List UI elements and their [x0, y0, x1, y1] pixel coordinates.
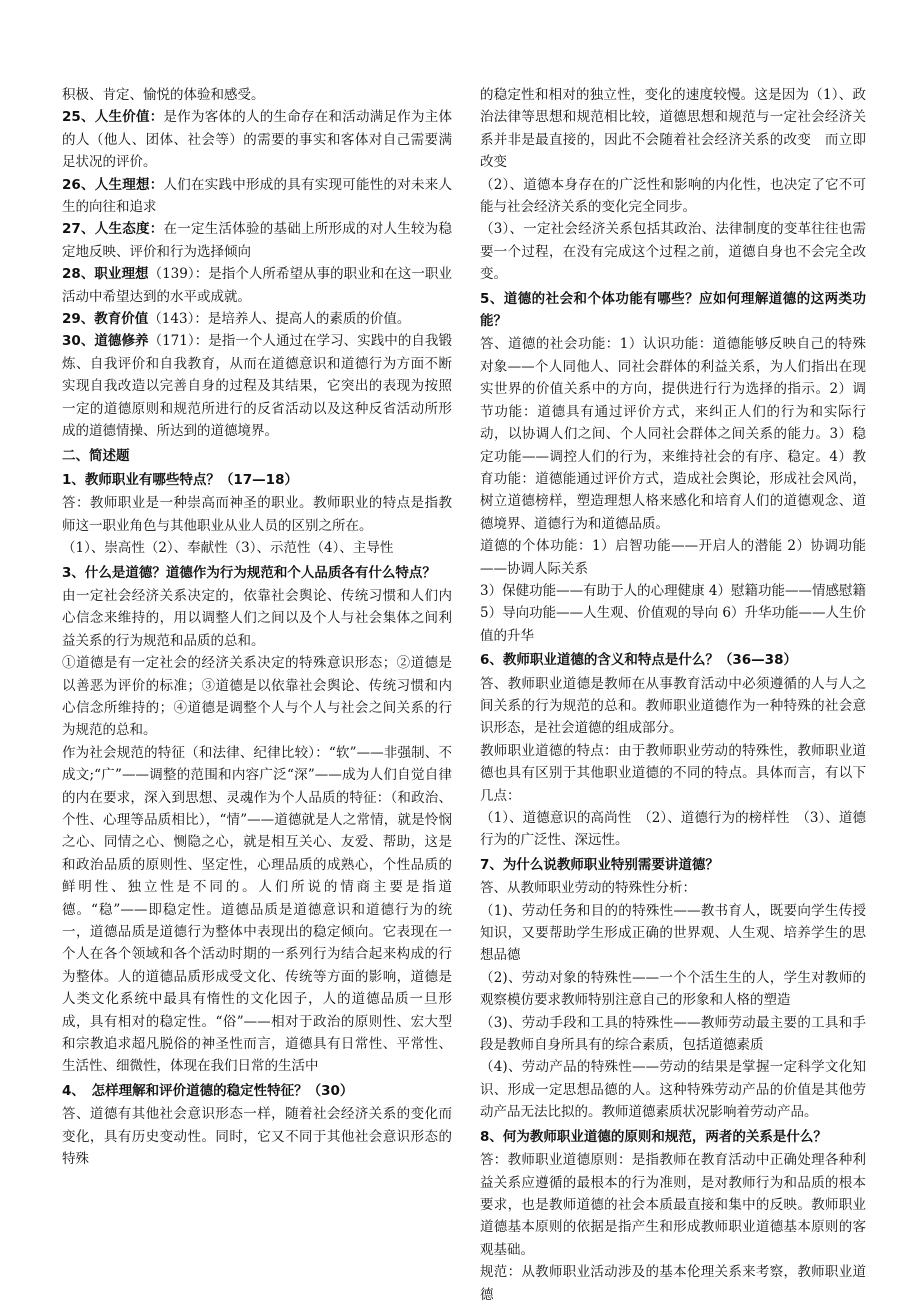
answer-paragraph: 的稳定性和相对的独立性，变化的速度较慢。这是因为（1）、政治法律等思想和规范相比较，道德思想和规范与一定社会经济关系并非是最直接的，因此不会随着社会经济关系的改变 而立即改变 — [480, 87, 866, 171]
answer-paragraph: 作为社会规范的特征（和法律、纪律比较）：“软”——非强制、不成文;“广”——调整的范围和内容广泛“深”——成为人们自觉自律的内在要求，深入到思想、灵魂作为个人品质的特征：（和政治、个性、心理等品质相比），“情”——道德就是人之常情，就是怜悯之心、同情之心、恻隐之心，就是相互关心、友爱、帮助，这是和政治品质的原则性、坚定性，心理品质的成熟心，个性品质的鲜明性、独立性是不同的。人们所说的情商主要是指道德。“稳”——即稳定性。道德品质是道德意识和道德行为的统一，道德品质是道德行为整体中表现出的稳定倾向。它表现在一个人在各个领域和各个活动时期的一系列行为结合起来构成的行为整体。人的道德品质形成受文化、传统等方面的影响，道德是人类文化系统中最具有惰性的文化因子，人的道德品质一旦形成，具有相对的稳定性。“俗”——相对于政治的原则性、宏大型和宗教追求超凡脱俗的神圣性而言，道德具有日常性、平常性、生活性、细微性，体现在我们日常的生活中 — [62, 744, 452, 1075]
definition-text: 是作为客体的人的生命存在和活动满足作为主体的人（他人、团体、社会等）的需要的事实和客体对自己需要满足状况的评价。 — [62, 109, 452, 171]
answer-paragraph: （1）、道德意识的高尚性 （2）、道德行为的榜样性 （3）、道德行为的广泛性、深远性。 — [480, 810, 866, 849]
answer-paragraph: 规范：从教师职业活动涉及的基本伦理关系来考察，教师职业道德 — [480, 1264, 866, 1303]
question-4: 4、 怎样理解和评价道德的稳定性特征？（30） — [62, 1082, 354, 1099]
question-8: 8、何为教师职业道德的原则和规范，两者的关系是什么？ — [480, 1128, 827, 1145]
answer-paragraph: （2)、劳动对象的特殊性——一个个活生生的人，学生对教师的观察模仿要求教师特别注意自己的形象和人格的塑造 — [480, 969, 866, 1009]
paragraph: 积极、肯定、愉悦的体验和感受。 — [62, 87, 265, 103]
question-3: 3、什么是道德？道德作为行为规范和个人品质各有什么特点？ — [62, 564, 436, 581]
definition-28 — [62, 263, 452, 308]
section-title: 二、简述题 — [62, 447, 130, 464]
definition-30 — [62, 330, 452, 442]
answer-paragraph: 答、道德的社会功能：1）认识功能：道德能够反映自己的特殊对象——个人同他人、同社会群体的利益关系，为人们指出在现实世界的价值关系中的方向，提供进行行为选择的指示。2）调节功能：道德具有通过评价方式，来纠正人们的行为和实际行动，以协调人们之间、个人同社会群体之间关系的能力。3）稳定功能——调控人们的行为，来维持社会的有序、稳定。4）教育功能：道德能通过评价方式，造成社会舆论，形成社会风尚，树立道德榜样，塑造理想人格来感化和培育人们的道德观念、道德境界、道德行为和道德品质。 — [480, 336, 866, 532]
answer-paragraph: 3）保健功能——有助于人的心理健康 4）慰籍功能——情感慰籍 5）导向功能——人生观、价值观的导向 6）升华功能——人生价值的升华 — [480, 582, 866, 644]
definition-25 — [62, 106, 452, 173]
answer-paragraph: （1）、崇高性（2）、奉献性（3）、示范性（4）、主导性 — [62, 540, 394, 557]
question-5: 5、道德的社会和个体功能有哪些？应如何理解道德的这两类功能？ — [480, 290, 866, 330]
term: 26、人生理想： — [62, 176, 164, 193]
answer-paragraph: 教师职业道德的特点：由于教师职业劳动的特殊性，教师职业道德也具有区别于其他职业道德的不同的特点。具体而言，有以下几点： — [480, 742, 866, 804]
definition-26 — [62, 174, 452, 219]
definition-27 — [62, 218, 452, 263]
answer-paragraph: 答、教师职业道德是教师在从事教育活动中必须遵循的人与人之间关系的行为规范的总和。教师职业道德作为一种特殊的社会意识形态，是社会道德的组成部分。 — [480, 675, 866, 737]
answer-paragraph: （3）、一定社会经济关系包括其政治、法律制度的变革往往也需要一个过程，在没有完成这个过程之前，道德自身也不会完全改变。 — [480, 221, 866, 283]
answer-paragraph: （3)、劳动手段和工具的特殊性——教师劳动最主要的工具和手段是教师自身所具有的综合素质，包括道德素质 — [480, 1014, 866, 1054]
answer-paragraph: （1)、劳动任务和目的的特殊性——教书育人，既要向学生传授知识，又要帮助学生形成正确的世界观、人生观、培养学生的思想品德 — [480, 902, 866, 964]
answer-paragraph: 答、从教师职业劳动的特殊性分析： — [480, 880, 696, 897]
answer-paragraph: 道德的个体功能：1）启智功能——开启人的潜能 2）协调功能——协调人际关系 — [480, 538, 866, 577]
answer-paragraph: ①道德是有一定社会的经济关系决定的特殊意识形态；②道德是以善恶为评价的标准；③道德是以依靠社会舆论、传统习惯和内心信念所维持的；④道德是调整个人与个人与社会之间关系的行为规范的总和。 — [62, 655, 452, 739]
term: 25、人生价值： — [62, 109, 164, 126]
definition-text: 人们在实践中形成的具有实现可能性的对未来人生的向往和追求 — [62, 176, 452, 216]
term: 30、道德修养 — [62, 333, 149, 350]
answer-paragraph: 答：教师职业是一种崇高而神圣的职业。教师职业的特点是指教师这一职业角色与其他职业从业人员的区别之所在。 — [62, 495, 452, 534]
left-column — [62, 84, 452, 1171]
question-6: 6、教师职业道德的含义和特点是什么？（36—38） — [480, 652, 797, 669]
answer-paragraph: （4)、劳动产品的特殊性——劳动的结果是掌握一定科学文化知识、形成一定思想品德的人。这种特殊劳动产品的价值是其他劳动产品无法比拟的。教师道德素质状况影响着劳动产品。 — [480, 1059, 866, 1121]
right-column — [480, 84, 866, 1306]
definition-text: （171）：是指一个人通过在学习、实践中的自我锻炼、自我评价和自我教育，从而在道德意识和道德行为方面不断实现自我改造以完善自身的过程及其结果，它突出的表现为按照一定的道德原则和规范所进行的反省活动以及这种反省活动所形成的道德情操、所达到的道德境界。 — [62, 333, 452, 440]
definition-text: （139）：是指个人所希望从事的职业和在这一职业活动中希望达到的水平或成就。 — [62, 266, 452, 305]
term: 28、职业理想 — [62, 266, 149, 283]
answer-paragraph: 答：教师职业道德原则：是指教师在教育活动中正确处理各种利益关系应遵循的最根本的行为准则，是对教师行为和品质的根本要求，也是教师道德的社会本质最直接和集中的反映。教师职业道德基本原则的依据是指产生和形成教师职业道德基本原则的客观基础。 — [480, 1152, 866, 1258]
answer-paragraph: 由一定社会经济关系决定的，依靠社会舆论、传统习惯和人们内心信念来维持的，用以调整人们之间以及个人与社会集体之间利益关系的行为规范和品质的总和。 — [62, 587, 452, 649]
definition-text: 在一定生活体验的基础上所形成的对人生较为稳定地反映、评价和行为选择倾向 — [62, 221, 452, 260]
definition-29 — [62, 308, 452, 330]
definition-text: （143）：是培养人、提高人的素质的价值。 — [148, 311, 411, 328]
answer-paragraph: 答、道德有其他社会意识形态一样，随着社会经济关系的变化而变化，具有历史变动性。同时，它又不同于其他社会意识形态的特殊 — [62, 1106, 452, 1168]
question-7: 7、为什么说教师职业特别需要讲道德？ — [480, 856, 719, 873]
answer-paragraph: （2）、道德本身存在的广泛性和影响的内化性，也决定了它不可能与社会经济关系的变化完全同步。 — [480, 176, 866, 216]
question-1: 1、教师职业有哪些特点？（17—18） — [62, 471, 298, 488]
term: 27、人生态度： — [62, 221, 164, 238]
term: 29、教育价值 — [62, 311, 149, 328]
